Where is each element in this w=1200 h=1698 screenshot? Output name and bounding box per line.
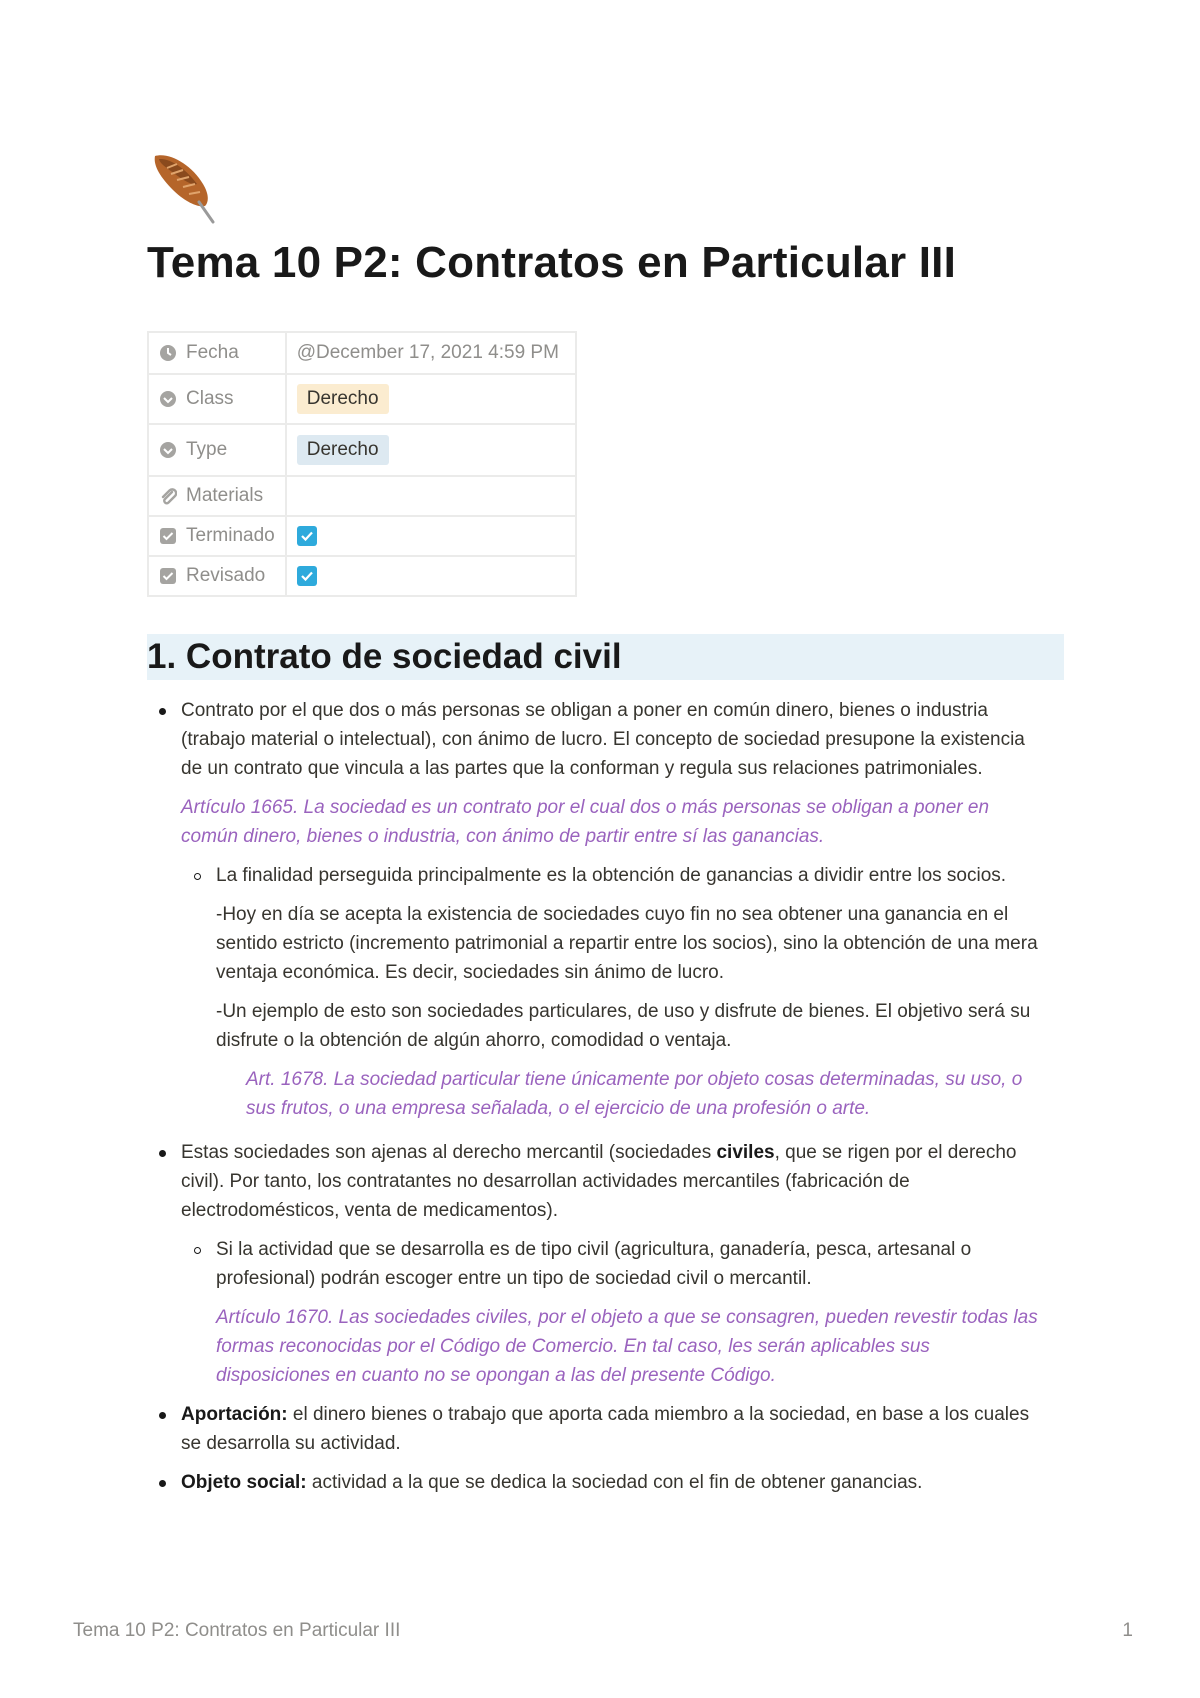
sub-bullet-text: La finalidad perseguida principalmente es la obtención de ganancias a dividir entre los socios.: [216, 865, 1007, 886]
bullet-text: Aportación: el dinero bienes o trabajo que aporta cada miembro a la sociedad, en base a los cuales: [181, 1404, 1030, 1425]
property-name: Type: [186, 439, 228, 460]
select-icon: [159, 390, 177, 408]
sub-bullet-text: Si la actividad que se desarrolla es de tipo civil (agricultura, ganadería, pesca, artesanal o: [216, 1239, 972, 1260]
checkbox-icon: [159, 527, 177, 545]
bullet-text: se desarrolla su actividad.: [181, 1433, 401, 1454]
bullet-dot: [159, 1412, 166, 1419]
bullet-dot: [159, 1150, 166, 1157]
sub-paragraph: -Hoy en día se acepta la existencia de sociedades cuyo fin no sea obtener una ganancia en el: [216, 904, 1009, 925]
property-row-class: [148, 374, 576, 424]
property-row-revisado: [148, 556, 576, 596]
sub-paragraph: disfrute o la obtención de algún ahorro, comodidad o ventaja.: [216, 1030, 732, 1051]
article-quote: formas reconocidas por el Código de Comercio. En tal caso, les serán aplicables sus: [216, 1336, 930, 1357]
article-quote: Artículo 1670. Las sociedades civiles, por el objeto a que se consagren, pueden revestir todas las: [216, 1307, 1038, 1328]
page-title: Tema 10 P2: Contratos en Particular III: [147, 238, 957, 287]
bullet-text: Objeto social: actividad a la que se dedica la sociedad con el fin de obtener ganancias.: [181, 1472, 923, 1493]
article-quote: disposiciones en cuanto no se opongan a las del presente Código.: [216, 1365, 776, 1386]
property-date-value[interactable]: @December 17, 2021 4:59 PM: [296, 342, 559, 363]
bullet-text: Contrato por el que dos o más personas se obligan a poner en común dinero, bienes o industria: [181, 700, 988, 721]
attachment-icon: [159, 487, 177, 505]
sub-paragraph: ventaja económica. Es decir, sociedades sin ánimo de lucro.: [216, 962, 724, 983]
bullet-text: Estas sociedades son ajenas al derecho mercantil (sociedades civiles, que se rigen por el derecho: [181, 1142, 1017, 1163]
revisado-checkbox[interactable]: [297, 566, 317, 586]
type-tag[interactable]: Derecho: [297, 435, 389, 465]
sub-paragraph: sentido estricto (incremento patrimonial a repartir entre los socios), sino la obtención de una mera: [216, 933, 1038, 954]
select-icon: [159, 441, 177, 459]
checkmark-icon: [300, 569, 314, 583]
properties-table: [147, 331, 577, 597]
article-quote: sus frutos, o una empresa señalada, o el ejercicio de una profesión o arte.: [246, 1098, 871, 1119]
footer-title: Tema 10 P2: Contratos en Particular III: [73, 1620, 401, 1641]
sub-bullet-circle: [194, 1247, 201, 1254]
sub-paragraph: -Un ejemplo de esto son sociedades particulares, de uso y disfrute de bienes. El objetivo será su: [216, 1001, 1031, 1022]
feather-icon[interactable]: [147, 150, 217, 226]
bullet-text: electrodomésticos, venta de medicamentos).: [181, 1200, 559, 1221]
article-quote: Artículo 1665. La sociedad es un contrato por el cual dos o más personas se obligan a poner en: [181, 797, 990, 818]
bullet-dot: [159, 708, 166, 715]
clock-icon: [159, 344, 177, 362]
property-row-fecha: [148, 332, 576, 374]
article-quote: común dinero, bienes o industria, con ánimo de partir entre sí las ganancias.: [181, 826, 825, 847]
sub-bullet-circle: [194, 873, 201, 880]
property-name: Terminado: [186, 525, 275, 546]
page-number: 1: [1122, 1620, 1133, 1641]
property-row-type: [148, 424, 576, 476]
property-name: Revisado: [186, 565, 266, 586]
bullet-text: (trabajo material o intelectual), con ánimo de lucro. El concepto de sociedad presupone la existencia: [181, 729, 1025, 750]
property-row-terminado: [148, 516, 576, 556]
sub-bullet-text: profesional) podrán escoger entre un tipo de sociedad civil o mercantil.: [216, 1268, 812, 1289]
property-row-materials: [148, 476, 576, 516]
property-name: Materials: [186, 485, 264, 506]
article-quote: Art. 1678. La sociedad particular tiene únicamente por objeto cosas determinadas, su uso, o: [246, 1069, 1023, 1090]
terminado-checkbox[interactable]: [297, 526, 317, 546]
bullet-dot: [159, 1480, 166, 1487]
property-name: Class: [186, 388, 234, 409]
checkbox-icon: [159, 567, 177, 585]
property-name: Fecha: [186, 342, 239, 363]
checkmark-icon: [300, 529, 314, 543]
section-heading: 1. Contrato de sociedad civil: [147, 637, 622, 676]
section-heading-block: [147, 634, 1064, 680]
bullet-text: civil). Por tanto, los contratantes no desarrollan actividades mercantiles (fabricación de: [181, 1171, 910, 1192]
class-tag[interactable]: Derecho: [297, 384, 389, 414]
bullet-text: de un contrato que vincula a las partes que la conforman y regula sus relaciones patrimoniales.: [181, 758, 983, 779]
